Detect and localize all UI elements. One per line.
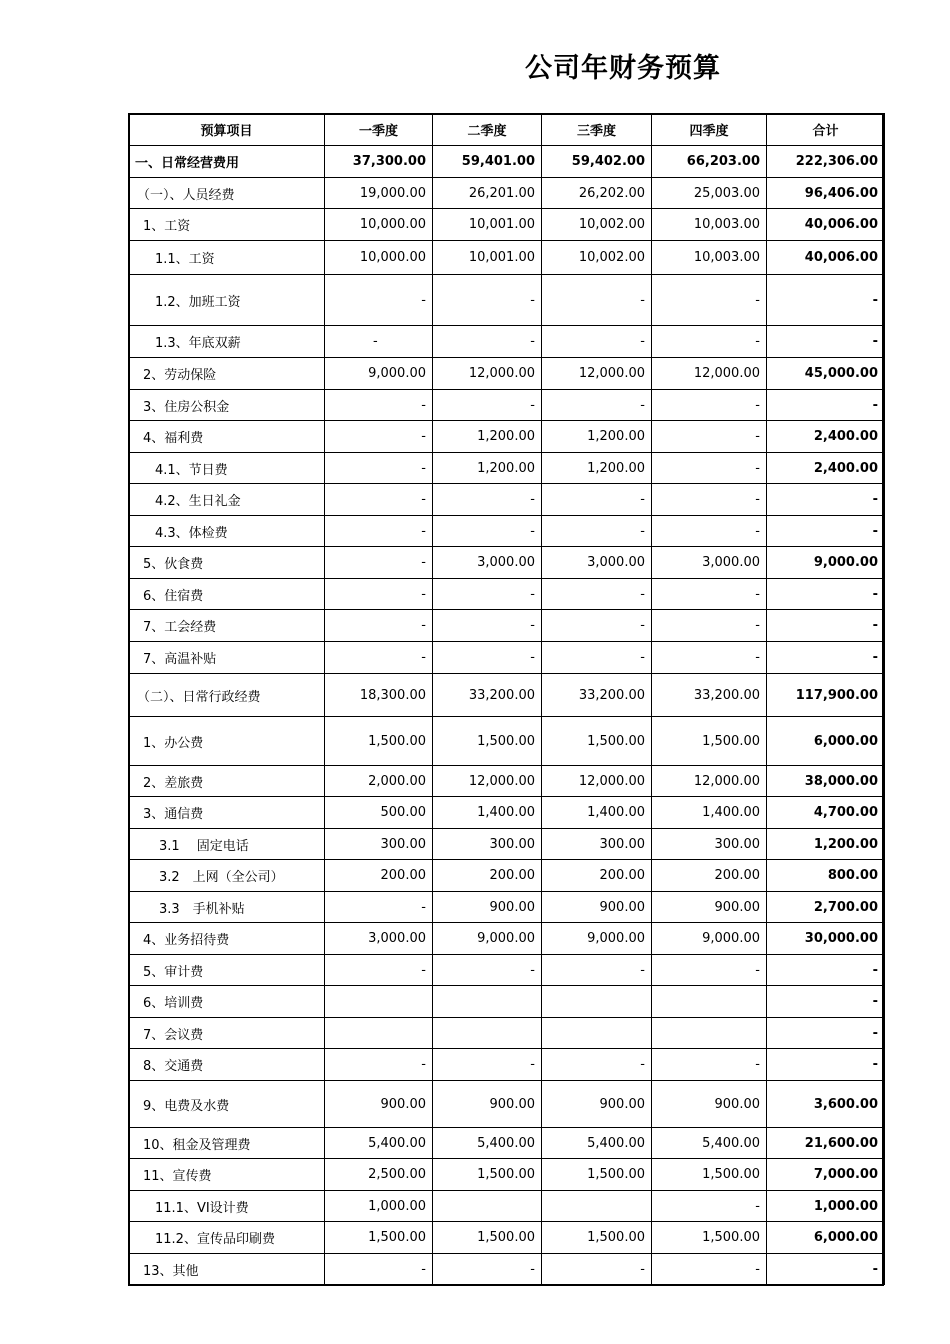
row-label: 3.2 上网（全公司） (129, 860, 325, 892)
row-label: 1.2、加班工资 (129, 275, 325, 326)
table-row (129, 955, 885, 986)
q1-value: - (325, 484, 433, 516)
q1-value: - (325, 642, 433, 674)
row-label: 3、通信费 (129, 797, 325, 829)
q3-value: 5,400.00 (542, 1128, 652, 1159)
q4-value: 1,500.00 (652, 1159, 767, 1191)
q1-value: 200.00 (325, 860, 433, 892)
q1-value: 500.00 (325, 797, 433, 829)
q2-value: - (433, 642, 542, 674)
total-value: 4,700.00 (767, 797, 885, 829)
q4-value: 25,003.00 (652, 178, 767, 209)
row-label: 一、日常经营费用 (129, 146, 325, 178)
q1-value: 9,000.00 (325, 358, 433, 390)
q2-value (433, 1191, 542, 1222)
table-row (129, 390, 885, 421)
row-label: 4、福利费 (129, 421, 325, 453)
table-row (129, 923, 885, 955)
row-label: 1.3、年底双薪 (129, 326, 325, 358)
total-value: - (767, 642, 885, 674)
header-q4: 四季度 (652, 114, 767, 146)
total-value: 1,000.00 (767, 1191, 885, 1222)
q3-value: - (542, 326, 652, 358)
q3-value: - (542, 610, 652, 642)
q2-value: 1,400.00 (433, 797, 542, 829)
row-label: 2、劳动保险 (129, 358, 325, 390)
q4-value: 3,000.00 (652, 547, 767, 579)
q1-value: - (325, 390, 433, 421)
q3-value: - (542, 642, 652, 674)
q3-value: 1,500.00 (542, 1222, 652, 1254)
q3-value: - (542, 516, 652, 547)
total-value: - (767, 610, 885, 642)
q3-value: - (542, 955, 652, 986)
header-row (129, 114, 885, 146)
q3-value: 200.00 (542, 860, 652, 892)
q3-value: - (542, 1254, 652, 1285)
q2-value: 900.00 (433, 1081, 542, 1128)
total-value: 96,406.00 (767, 178, 885, 209)
total-value: - (767, 516, 885, 547)
total-value: - (767, 1018, 885, 1049)
q2-value: 900.00 (433, 892, 542, 923)
q2-value: - (433, 610, 542, 642)
q1-value (325, 1018, 433, 1049)
q4-value: 900.00 (652, 892, 767, 923)
table-row (129, 1128, 885, 1159)
q3-value (542, 986, 652, 1018)
q3-value: - (542, 1049, 652, 1081)
row-label: 4.2、生日礼金 (129, 484, 325, 516)
row-label: 6、培训费 (129, 986, 325, 1018)
q2-value: - (433, 1254, 542, 1285)
q2-value: - (433, 955, 542, 986)
q3-value: 59,402.00 (542, 146, 652, 178)
table-row (129, 717, 885, 766)
q4-value: 9,000.00 (652, 923, 767, 955)
row-label: 3.3 手机补贴 (129, 892, 325, 923)
q2-value: 12,000.00 (433, 358, 542, 390)
q4-value (652, 986, 767, 1018)
table-row (129, 674, 885, 717)
total-value: 38,000.00 (767, 766, 885, 797)
q1-value: 900.00 (325, 1081, 433, 1128)
table-row (129, 241, 885, 275)
total-value: 9,000.00 (767, 547, 885, 579)
row-label: 11、宣传费 (129, 1159, 325, 1191)
total-value: 222,306.00 (767, 146, 885, 178)
row-label: 5、审计费 (129, 955, 325, 986)
q4-value: 5,400.00 (652, 1128, 767, 1159)
q4-value: 10,003.00 (652, 209, 767, 241)
q3-value: 3,000.00 (542, 547, 652, 579)
q1-value: 3,000.00 (325, 923, 433, 955)
q4-value: - (652, 516, 767, 547)
q4-value: 12,000.00 (652, 766, 767, 797)
row-label: 8、交通费 (129, 1049, 325, 1081)
row-label: （二）、日常行政经费 (129, 674, 325, 717)
table-row (129, 579, 885, 610)
q1-value: - (325, 1049, 433, 1081)
q3-value (542, 1191, 652, 1222)
total-value: 40,006.00 (767, 209, 885, 241)
q2-value: 10,001.00 (433, 209, 542, 241)
row-label: 7、工会经费 (129, 610, 325, 642)
q1-value: 1,000.00 (325, 1191, 433, 1222)
total-value: 6,000.00 (767, 717, 885, 766)
q2-value (433, 1018, 542, 1049)
table-row (129, 516, 885, 547)
row-label: 13、其他 (129, 1254, 325, 1285)
q1-value: - (325, 326, 433, 358)
q4-value: 1,500.00 (652, 1222, 767, 1254)
budget-body (129, 146, 885, 1285)
q2-value: 5,400.00 (433, 1128, 542, 1159)
table-row (129, 1254, 885, 1285)
q2-value: - (433, 390, 542, 421)
total-value: 45,000.00 (767, 358, 885, 390)
row-label: 5、伙食费 (129, 547, 325, 579)
q4-value: - (652, 275, 767, 326)
total-value: - (767, 484, 885, 516)
total-value: 7,000.00 (767, 1159, 885, 1191)
header-q1: 一季度 (325, 114, 433, 146)
table-row (129, 766, 885, 797)
q1-value: 37,300.00 (325, 146, 433, 178)
total-value: 6,000.00 (767, 1222, 885, 1254)
q4-value: 12,000.00 (652, 358, 767, 390)
q1-value: - (325, 547, 433, 579)
table-row (129, 986, 885, 1018)
row-label: 10、租金及管理费 (129, 1128, 325, 1159)
budget-table (128, 113, 885, 1285)
q2-value: 1,500.00 (433, 1222, 542, 1254)
row-label: 4.1、节日费 (129, 453, 325, 484)
q3-value: 10,002.00 (542, 241, 652, 275)
q2-value: 12,000.00 (433, 766, 542, 797)
q4-value: 33,200.00 (652, 674, 767, 717)
row-label: 4、业务招待费 (129, 923, 325, 955)
table-row (129, 275, 885, 326)
q2-value: 3,000.00 (433, 547, 542, 579)
table-row (129, 1018, 885, 1049)
table-row (129, 358, 885, 390)
q2-value: 26,201.00 (433, 178, 542, 209)
table-row (129, 1159, 885, 1191)
q4-value: 900.00 (652, 1081, 767, 1128)
q3-value: 300.00 (542, 829, 652, 860)
q4-value: - (652, 1049, 767, 1081)
q1-value: - (325, 610, 433, 642)
q4-value (652, 1018, 767, 1049)
total-value: - (767, 579, 885, 610)
table-row (129, 146, 885, 178)
q2-value: - (433, 579, 542, 610)
q1-value: - (325, 453, 433, 484)
total-value: 117,900.00 (767, 674, 885, 717)
q3-value: 33,200.00 (542, 674, 652, 717)
q2-value: - (433, 275, 542, 326)
q3-value: 900.00 (542, 1081, 652, 1128)
q1-value: 19,000.00 (325, 178, 433, 209)
total-value: 2,400.00 (767, 453, 885, 484)
q3-value: - (542, 275, 652, 326)
table-row (129, 484, 885, 516)
q2-value: - (433, 516, 542, 547)
row-label: 11.2、宣传品印刷费 (129, 1222, 325, 1254)
table-row (129, 209, 885, 241)
q1-value: - (325, 275, 433, 326)
total-value: 800.00 (767, 860, 885, 892)
table-row (129, 610, 885, 642)
table-row (129, 797, 885, 829)
total-value: 2,400.00 (767, 421, 885, 453)
table-row (129, 860, 885, 892)
q4-value: - (652, 955, 767, 986)
q2-value: 59,401.00 (433, 146, 542, 178)
q3-value: 1,200.00 (542, 453, 652, 484)
q1-value: 5,400.00 (325, 1128, 433, 1159)
q4-value: - (652, 484, 767, 516)
q1-value: - (325, 516, 433, 547)
q3-value: 10,002.00 (542, 209, 652, 241)
row-label: 1、工资 (129, 209, 325, 241)
table-row (129, 547, 885, 579)
page-title: 公司年财务预算 (525, 53, 721, 84)
total-value: - (767, 326, 885, 358)
table-row (129, 326, 885, 358)
table-row (129, 829, 885, 860)
q4-value: - (652, 610, 767, 642)
q4-value: - (652, 421, 767, 453)
table-row (129, 1049, 885, 1081)
total-value: 40,006.00 (767, 241, 885, 275)
row-label: 7、会议费 (129, 1018, 325, 1049)
total-value: - (767, 1254, 885, 1285)
header-total: 合计 (767, 114, 885, 146)
row-label: 3、住房公积金 (129, 390, 325, 421)
q4-value: - (652, 390, 767, 421)
q2-value: 1,200.00 (433, 453, 542, 484)
row-label: 11.1、VI设计费 (129, 1191, 325, 1222)
row-label: 3.1 固定电话 (129, 829, 325, 860)
table-row (129, 453, 885, 484)
q4-value: - (652, 1191, 767, 1222)
q2-value (433, 986, 542, 1018)
row-label: 2、差旅费 (129, 766, 325, 797)
q2-value: 300.00 (433, 829, 542, 860)
table-row (129, 1191, 885, 1222)
q1-value: - (325, 955, 433, 986)
q4-value: 10,003.00 (652, 241, 767, 275)
q1-value: - (325, 579, 433, 610)
q3-value: - (542, 484, 652, 516)
q3-value: 9,000.00 (542, 923, 652, 955)
total-value: - (767, 986, 885, 1018)
total-value: - (767, 955, 885, 986)
q1-value (325, 986, 433, 1018)
q3-value (542, 1018, 652, 1049)
header-q3: 三季度 (542, 114, 652, 146)
q3-value: 1,200.00 (542, 421, 652, 453)
q3-value: - (542, 579, 652, 610)
table-row (129, 421, 885, 453)
q4-value: - (652, 642, 767, 674)
q3-value: 900.00 (542, 892, 652, 923)
total-value: - (767, 390, 885, 421)
row-label: 1、办公费 (129, 717, 325, 766)
q4-value: 66,203.00 (652, 146, 767, 178)
table-row (129, 892, 885, 923)
total-value: 2,700.00 (767, 892, 885, 923)
q3-value: 1,500.00 (542, 1159, 652, 1191)
q4-value: 300.00 (652, 829, 767, 860)
q3-value: 26,202.00 (542, 178, 652, 209)
q1-value: 1,500.00 (325, 1222, 433, 1254)
q3-value: 1,400.00 (542, 797, 652, 829)
table-row (129, 1081, 885, 1128)
table-row (129, 1222, 885, 1254)
q2-value: 10,001.00 (433, 241, 542, 275)
q1-value: 2,500.00 (325, 1159, 433, 1191)
q2-value: 1,500.00 (433, 1159, 542, 1191)
q2-value: 1,500.00 (433, 717, 542, 766)
q1-value: 1,500.00 (325, 717, 433, 766)
q2-value: 1,200.00 (433, 421, 542, 453)
q3-value: - (542, 390, 652, 421)
q2-value: - (433, 1049, 542, 1081)
row-label: 4.3、体检费 (129, 516, 325, 547)
q2-value: 200.00 (433, 860, 542, 892)
q2-value: - (433, 484, 542, 516)
q2-value: 33,200.00 (433, 674, 542, 717)
q1-value: 10,000.00 (325, 241, 433, 275)
q1-value: - (325, 892, 433, 923)
total-value: - (767, 275, 885, 326)
row-label: 1.1、工资 (129, 241, 325, 275)
q4-value: 1,500.00 (652, 717, 767, 766)
q4-value: 1,400.00 (652, 797, 767, 829)
q2-value: - (433, 326, 542, 358)
total-value: - (767, 1049, 885, 1081)
header-item: 预算项目 (129, 114, 325, 146)
row-label: 7、高温补贴 (129, 642, 325, 674)
q4-value: 200.00 (652, 860, 767, 892)
total-value: 21,600.00 (767, 1128, 885, 1159)
q3-value: 12,000.00 (542, 358, 652, 390)
q1-value: 300.00 (325, 829, 433, 860)
row-label: （一）、人员经费 (129, 178, 325, 209)
q4-value: - (652, 579, 767, 610)
q1-value: - (325, 1254, 433, 1285)
total-value: 30,000.00 (767, 923, 885, 955)
q1-value: 10,000.00 (325, 209, 433, 241)
row-label: 6、住宿费 (129, 579, 325, 610)
total-value: 3,600.00 (767, 1081, 885, 1128)
q1-value: - (325, 421, 433, 453)
q2-value: 9,000.00 (433, 923, 542, 955)
q3-value: 12,000.00 (542, 766, 652, 797)
q1-value: 2,000.00 (325, 766, 433, 797)
q4-value: - (652, 1254, 767, 1285)
total-value: 1,200.00 (767, 829, 885, 860)
table-row (129, 178, 885, 209)
table-row (129, 642, 885, 674)
row-label: 9、电费及水费 (129, 1081, 325, 1128)
q4-value: - (652, 326, 767, 358)
q4-value: - (652, 453, 767, 484)
q1-value: 18,300.00 (325, 674, 433, 717)
q3-value: 1,500.00 (542, 717, 652, 766)
header-q2: 二季度 (433, 114, 542, 146)
